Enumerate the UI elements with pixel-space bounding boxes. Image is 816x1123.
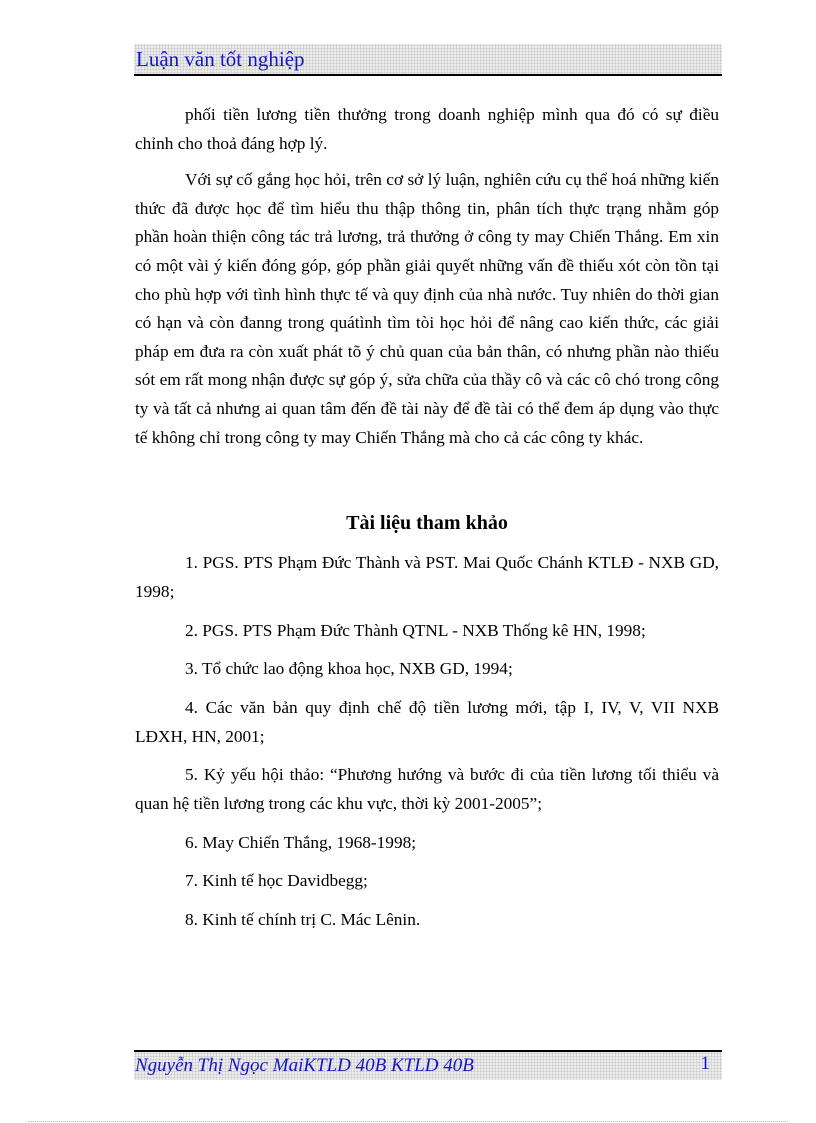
reference-item: 1. PGS. PTS Phạm Đức Thành và PST. Mai Quốc Chánh KTLĐ - NXB GD, 1998; [135, 553, 719, 601]
reference-item: 5. Kỷ yếu hội thảo: “Phương hướng và bước đi của tiền lương tối thiểu và quan hệ tiền lương trong các khu vực, thời kỳ 2001-2005”; [135, 765, 719, 813]
body-paragraph: phối tiền lương tiền thưởng trong doanh nghiệp mình qua đó có sự điều chỉnh cho thoả đáng hợp lý. [135, 105, 719, 153]
references-list [135, 548, 719, 943]
reference-item: 8. Kinh tế chính trị C. Mác Lênin. [185, 909, 421, 929]
page-bottom-divider [28, 1121, 788, 1122]
footer-author: Nguyễn Thị Ngọc MaiKTLD 40B KTLD 40B [135, 1055, 474, 1076]
reference-item: 3. Tổ chức lao động khoa học, NXB GD, 1994; [185, 659, 513, 678]
header-title: Luận văn tốt nghiệp [136, 47, 305, 71]
references-heading: Tài liệu tham khảo [346, 512, 508, 534]
page-footer [134, 1050, 722, 1080]
reference-item: 6. May Chiến Thắng, 1968-1998; [185, 832, 417, 852]
reference-item: 4. Các văn bản quy định chế độ tiền lương mới, tập I, IV, V, VII NXB LĐXH, HN, 2001; [135, 697, 719, 746]
body-text [135, 101, 719, 452]
page-number: 1 [700, 1053, 710, 1074]
body-paragraph: Với sự cố gắng học hỏi, trên cơ sở lý luận, nghiên cứu cụ thể hoá những kiến thức đã được học để tìm hiểu thu thập thông tin, phân tích thực trạng nhằm góp phần hoàn thiện công tác trả lương, trả thưởng ở công ty may Chiến Thắng. Em xin có một vài ý kiến đóng góp, góp phần giải quyết những vấn đề thiếu xót còn tồn tại cho phù hợp với tình hình thực tế và quy định của nhà nước. Tuy nhiên do thời gian có hạn và còn đanng trong quátình tìm tòi học hỏi để nâng cao kiến thức, các giải pháp em đưa ra còn xuất phát tõ ý chủ quan của bản thân, có nhưng phần nào thiếu sót em rất mong nhận được sự góp ý, sửa chữa của thầy cô và các cô chó trong công ty và tất cả nhưng ai quan tâm đến đề tài này để đề tài có thể đem áp dụng vào thực tế không chỉ trong công ty may Chiến Thắng mà cho cả các công ty khác. [135, 170, 719, 447]
page-header [134, 44, 722, 76]
reference-item: 2. PGS. PTS Phạm Đức Thành QTNL - NXB Thống kê HN, 1998; [185, 620, 646, 640]
reference-item: 7. Kinh tế học Davidbegg; [185, 871, 368, 890]
